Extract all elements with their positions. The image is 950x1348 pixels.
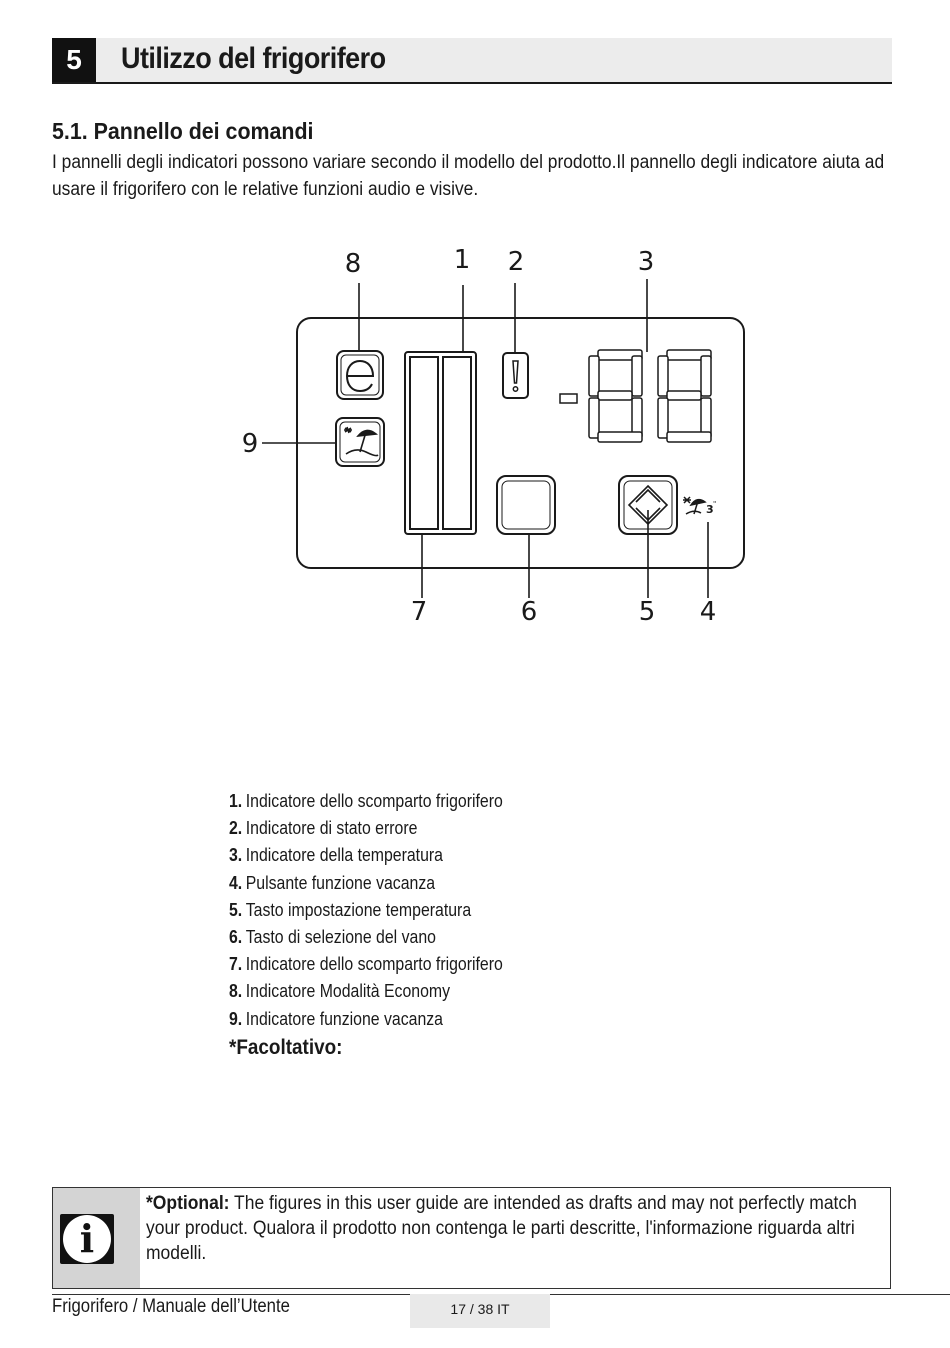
legend-item: 8. Indicatore Modalità Economy (229, 981, 451, 1002)
svg-text:": " (713, 500, 717, 508)
legend-item: 5. Tasto impostazione temperatura (229, 899, 472, 920)
legend-list (229, 788, 540, 1033)
section-title: 5.1. Pannello dei comandi (52, 118, 314, 144)
page-number: 17 / 38 IT (410, 1294, 550, 1328)
legend-item: 9. Indicatore funzione vacanza (229, 1008, 443, 1029)
optional-label: *Facoltativo: (229, 1036, 343, 1059)
info-icon: i (60, 1214, 114, 1264)
callout-number-7: 7 (410, 597, 428, 627)
callout-number-5: 5 (638, 597, 656, 627)
info-icon-cell (53, 1188, 140, 1288)
legend-item: 4. Pulsante funzione vacanza (229, 872, 436, 893)
info-note-body: The figures in this user guide are intended as drafts and may not perfectly match your product. Qualora il prodotto non contenga le parti descritte, l'informazione riguarda altri modelli. (146, 1193, 857, 1264)
info-note-text (146, 1191, 891, 1266)
callout-number-4: 4 (699, 597, 717, 627)
economy-indicator (337, 351, 383, 399)
info-note-box (52, 1187, 891, 1289)
callout-number-8: 8 (344, 249, 362, 279)
callout-number-6: 6 (520, 597, 538, 627)
section-intro: I pannelli degli indicatori possono variare secondo il modello del prodotto.Il pannello degli indicatore aiuta ad usare il frigorifero con le relative funzioni audio e visive. (52, 152, 885, 200)
error-indicator (503, 353, 528, 398)
callout-number-9: 9 (241, 429, 259, 459)
compartment-indicator-bars (405, 352, 476, 534)
legend-item: 3. Indicatore della temperatura (229, 845, 443, 866)
callout-number-2: 2 (507, 247, 525, 277)
info-note-bold: *Optional: (146, 1193, 230, 1214)
vacation-indicator (336, 418, 384, 466)
legend-item: 2. Indicatore di stato errore (229, 818, 418, 839)
legend-item: 7. Indicatore dello scomparto frigorifero (229, 954, 503, 975)
chapter-number: 5 (52, 38, 96, 82)
callout-number-3: 3 (637, 247, 655, 277)
legend-item: 6. Tasto di selezione del vano (229, 927, 436, 948)
compartment-select-button[interactable] (497, 476, 555, 534)
svg-text:3: 3 (706, 503, 714, 516)
callout-number-1: 1 (453, 245, 471, 275)
legend-item: 1. Indicatore dello scomparto frigorifero (229, 791, 503, 811)
chapter-title: Utilizzo del frigorifero (121, 42, 386, 75)
footer-title: Frigorifero / Manuale dell’Utente (52, 1296, 290, 1317)
